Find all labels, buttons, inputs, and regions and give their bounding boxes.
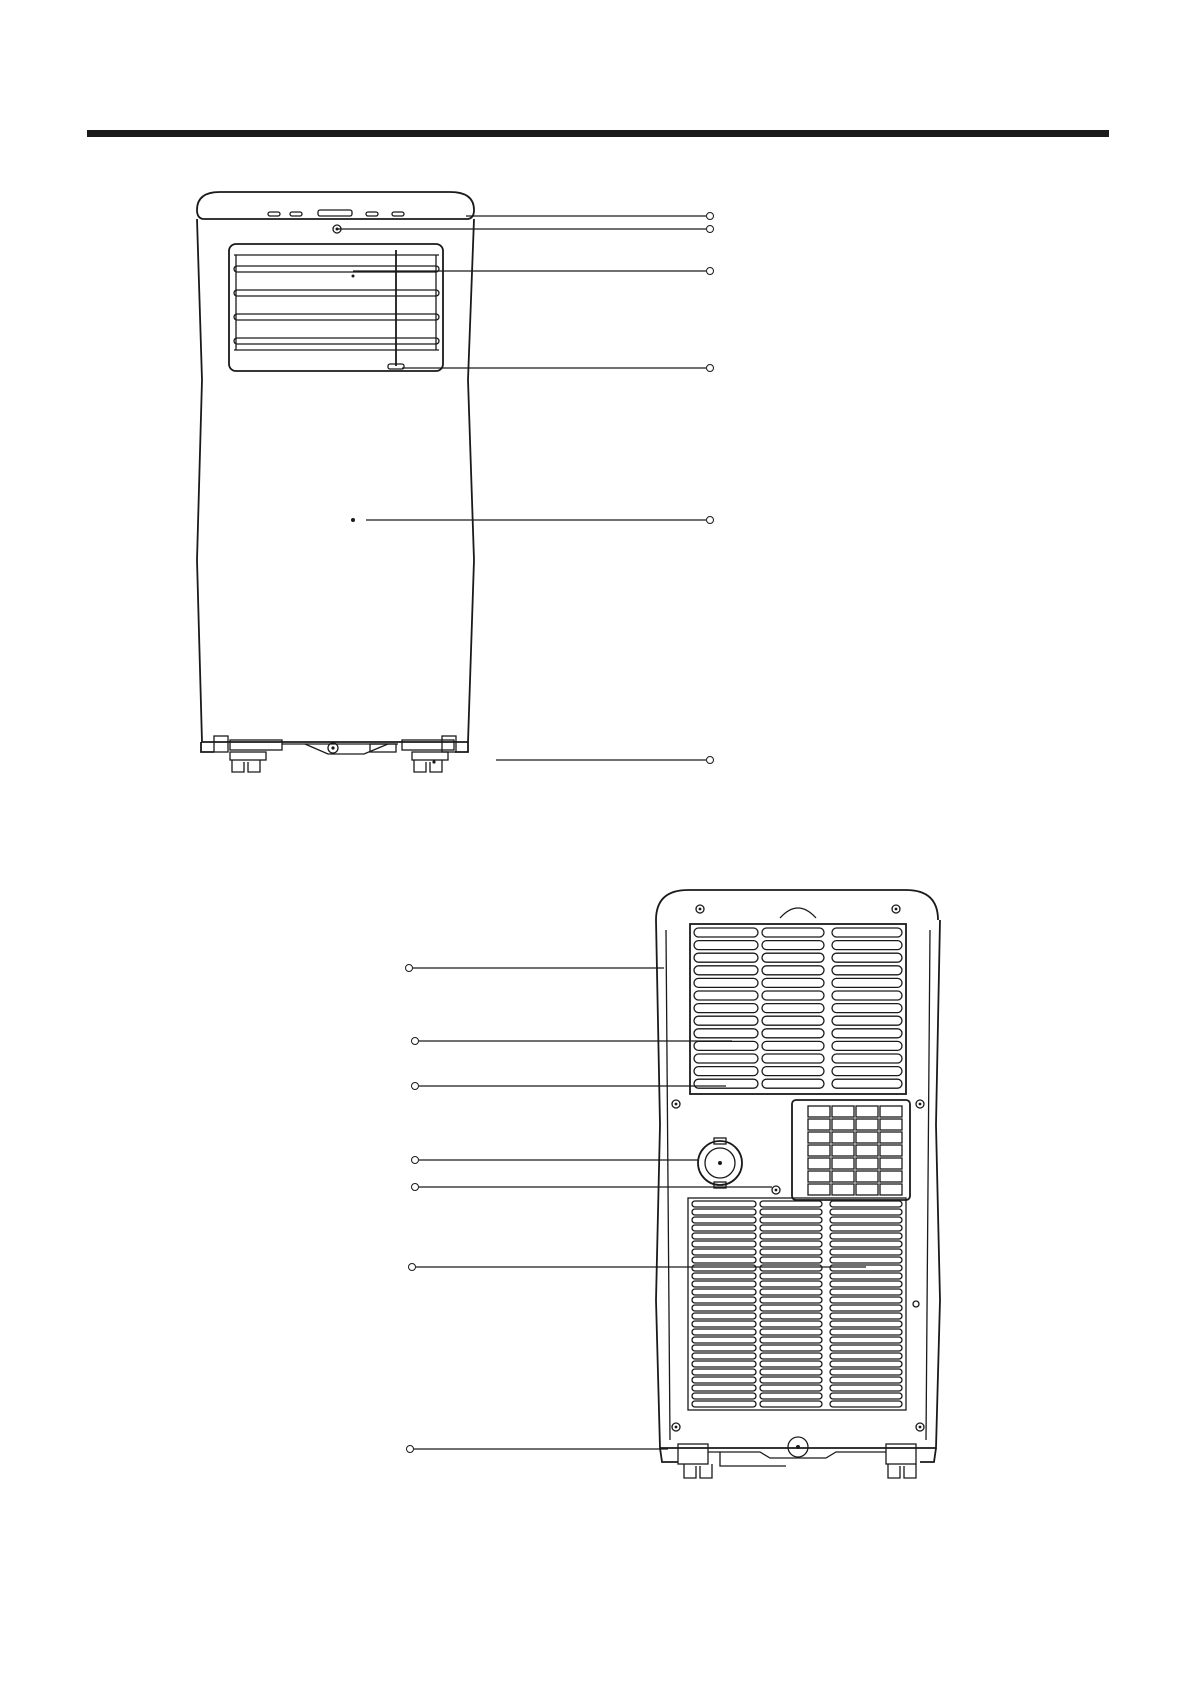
- callout-rear-1: [406, 965, 665, 972]
- grille-slat: [832, 1016, 902, 1025]
- grille-slat: [830, 1209, 902, 1215]
- grille-slat: [832, 1067, 902, 1076]
- grille-slat: [692, 1385, 756, 1391]
- grille-slat: [760, 1289, 822, 1295]
- swing-bar: [388, 250, 404, 369]
- grille-slat: [830, 1393, 902, 1399]
- grille-slat: [832, 928, 902, 937]
- grille-slat: [760, 1201, 822, 1207]
- grille-slat: [692, 1257, 756, 1263]
- callout-front-3: [353, 268, 714, 275]
- grille-slat: [692, 1345, 756, 1351]
- grille-slat: [694, 1004, 758, 1013]
- rear-screws: [672, 905, 924, 1431]
- rear-view-figure: [656, 890, 940, 1478]
- grille-slat: [762, 1067, 824, 1076]
- filter-cell: [832, 1171, 854, 1182]
- filter-cell: [880, 1158, 902, 1169]
- grille-slat: [830, 1313, 902, 1319]
- grille-slat: [694, 953, 758, 962]
- grille-slat: [762, 1054, 824, 1063]
- grille-slat: [830, 1385, 902, 1391]
- grille-slat: [760, 1297, 822, 1303]
- grille-slat: [830, 1249, 902, 1255]
- grille-slat: [832, 1029, 902, 1038]
- grille-slat: [692, 1337, 756, 1343]
- air-outlet-frame: [229, 244, 443, 371]
- grille-slat: [760, 1313, 822, 1319]
- grille-slat: [832, 1004, 902, 1013]
- grille-slat: [830, 1265, 902, 1271]
- grille-slat: [760, 1353, 822, 1359]
- grille-slat: [762, 991, 824, 1000]
- callout-front-4: [402, 365, 714, 372]
- grille-slat: [832, 1079, 902, 1088]
- grille-slat: [692, 1273, 756, 1279]
- grille-slat: [832, 953, 902, 962]
- grille-slat: [830, 1401, 902, 1407]
- filter-cell: [856, 1158, 878, 1169]
- grille-slat: [760, 1273, 822, 1279]
- filter-cell: [808, 1119, 830, 1130]
- grille-slat: [830, 1297, 902, 1303]
- callout-front-5: [366, 517, 714, 524]
- grille-slat: [830, 1273, 902, 1279]
- grille-slat: [830, 1377, 902, 1383]
- grille-slat: [692, 1281, 756, 1287]
- filter-cell: [832, 1132, 854, 1143]
- filter-cell: [832, 1184, 854, 1195]
- grille-slat: [830, 1305, 902, 1311]
- grille-slat: [760, 1401, 822, 1407]
- grille-slat: [692, 1233, 756, 1239]
- grille-slat: [830, 1361, 902, 1367]
- filter-cell: [880, 1171, 902, 1182]
- air-filter-frame: [792, 1100, 910, 1200]
- grille-slat: [692, 1329, 756, 1335]
- grille-slat: [762, 1004, 824, 1013]
- grille-slat: [830, 1369, 902, 1375]
- grille-slat: [832, 978, 902, 987]
- callout-front-2: [337, 226, 714, 233]
- filter-cell: [880, 1145, 902, 1156]
- filter-cell: [856, 1119, 878, 1130]
- grille-slat: [762, 1016, 824, 1025]
- grille-slat: [760, 1369, 822, 1375]
- filter-cell: [808, 1158, 830, 1169]
- grille-slat: [760, 1281, 822, 1287]
- grille-slat: [830, 1225, 902, 1231]
- grille-slat: [760, 1329, 822, 1335]
- grille-slat: [830, 1353, 902, 1359]
- grille-slat: [760, 1265, 822, 1271]
- grille-slat: [832, 991, 902, 1000]
- filter-cell: [832, 1106, 854, 1117]
- filter-cell: [880, 1184, 902, 1195]
- filter-cell: [832, 1145, 854, 1156]
- air-louvers: [234, 255, 439, 350]
- rear-base-casters: [660, 1437, 936, 1478]
- grille-slat: [832, 966, 902, 975]
- grille-slat: [760, 1249, 822, 1255]
- display-window: [318, 210, 352, 216]
- front-view-figure: [197, 192, 474, 772]
- grille-slat: [692, 1401, 756, 1407]
- filter-cell: [880, 1106, 902, 1117]
- grille-slat: [694, 1079, 758, 1088]
- grille-slat: [692, 1297, 756, 1303]
- callout-front-1: [466, 213, 714, 220]
- callout-rear-4: [412, 1157, 699, 1164]
- grille-slat: [830, 1257, 902, 1263]
- exhaust-outlet: [698, 1138, 742, 1188]
- grille-slat: [830, 1321, 902, 1327]
- grille-slat: [760, 1361, 822, 1367]
- grille-slat: [832, 1041, 902, 1050]
- grille-slat: [762, 953, 824, 962]
- grille-slat: [832, 1054, 902, 1063]
- filter-cell: [808, 1184, 830, 1195]
- grille-slat: [760, 1217, 822, 1223]
- filter-cell: [856, 1171, 878, 1182]
- filter-cell: [808, 1171, 830, 1182]
- grille-slat: [760, 1321, 822, 1327]
- filter-cell: [808, 1106, 830, 1117]
- grille-slat: [692, 1209, 756, 1215]
- front-callouts: [337, 213, 714, 764]
- grille-slat: [762, 978, 824, 987]
- filter-cell: [808, 1145, 830, 1156]
- filter-cell: [856, 1145, 878, 1156]
- grille-slat: [762, 1041, 824, 1050]
- header-rule: [87, 130, 1109, 137]
- grille-slat: [692, 1377, 756, 1383]
- grille-slat: [692, 1361, 756, 1367]
- grille-slat: [830, 1217, 902, 1223]
- grille-slat: [692, 1313, 756, 1319]
- handle-recess: [780, 908, 816, 918]
- filter-cell: [856, 1132, 878, 1143]
- grille-slat: [762, 941, 824, 950]
- grille-slat: [694, 978, 758, 987]
- grille-slat: [760, 1345, 822, 1351]
- grille-slat: [830, 1345, 902, 1351]
- control-panel: [268, 210, 404, 216]
- grille-slat: [760, 1209, 822, 1215]
- filter-cell: [856, 1184, 878, 1195]
- grille-slat: [830, 1289, 902, 1295]
- grille-slat: [694, 1041, 758, 1050]
- callout-rear-3: [412, 1083, 727, 1090]
- grille-slat: [694, 928, 758, 937]
- grille-slat: [692, 1369, 756, 1375]
- grille-slat: [830, 1329, 902, 1335]
- grille-slat: [692, 1305, 756, 1311]
- grille-slat: [760, 1393, 822, 1399]
- grille-slat: [692, 1217, 756, 1223]
- grille-slat: [694, 991, 758, 1000]
- filter-cell: [832, 1119, 854, 1130]
- grille-slat: [830, 1233, 902, 1239]
- grille-slat: [692, 1289, 756, 1295]
- grille-slat: [694, 941, 758, 950]
- grille-slat: [760, 1241, 822, 1247]
- lower-air-inlet-grille: [688, 1198, 906, 1410]
- grille-slat: [760, 1233, 822, 1239]
- filter-cell: [808, 1132, 830, 1143]
- grille-slat: [760, 1257, 822, 1263]
- filter-cell: [880, 1119, 902, 1130]
- filter-cell: [832, 1158, 854, 1169]
- grille-slat: [830, 1337, 902, 1343]
- grille-slat: [760, 1377, 822, 1383]
- callout-rear-2: [412, 1038, 733, 1045]
- grille-slat: [760, 1337, 822, 1343]
- grille-slat: [760, 1385, 822, 1391]
- grille-slat: [692, 1201, 756, 1207]
- grille-slat: [692, 1393, 756, 1399]
- front-top-cap: [197, 192, 474, 219]
- upper-air-inlet-grille: [690, 924, 906, 1094]
- callout-rear-7: [407, 1446, 669, 1453]
- grille-slat: [692, 1353, 756, 1359]
- grille-slat: [694, 1054, 758, 1063]
- grille-slat: [694, 966, 758, 975]
- grille-slat: [830, 1241, 902, 1247]
- grille-slat: [692, 1265, 756, 1271]
- callout-front-6: [496, 757, 714, 764]
- grille-slat: [762, 1079, 824, 1088]
- grille-slat: [692, 1321, 756, 1327]
- grille-slat: [694, 1029, 758, 1038]
- grille-slat: [694, 1016, 758, 1025]
- grille-slat: [760, 1305, 822, 1311]
- grille-slat: [762, 966, 824, 975]
- grille-slat: [832, 941, 902, 950]
- grille-slat: [692, 1225, 756, 1231]
- filter-cell: [880, 1132, 902, 1143]
- grille-slat: [694, 1067, 758, 1076]
- grille-slat: [762, 1029, 824, 1038]
- grille-slat: [760, 1225, 822, 1231]
- grille-slat: [692, 1241, 756, 1247]
- grille-slat: [692, 1249, 756, 1255]
- filter-cell: [856, 1106, 878, 1117]
- front-body: [197, 219, 474, 742]
- grille-slat: [762, 928, 824, 937]
- grille-slat: [830, 1281, 902, 1287]
- grille-slat: [830, 1201, 902, 1207]
